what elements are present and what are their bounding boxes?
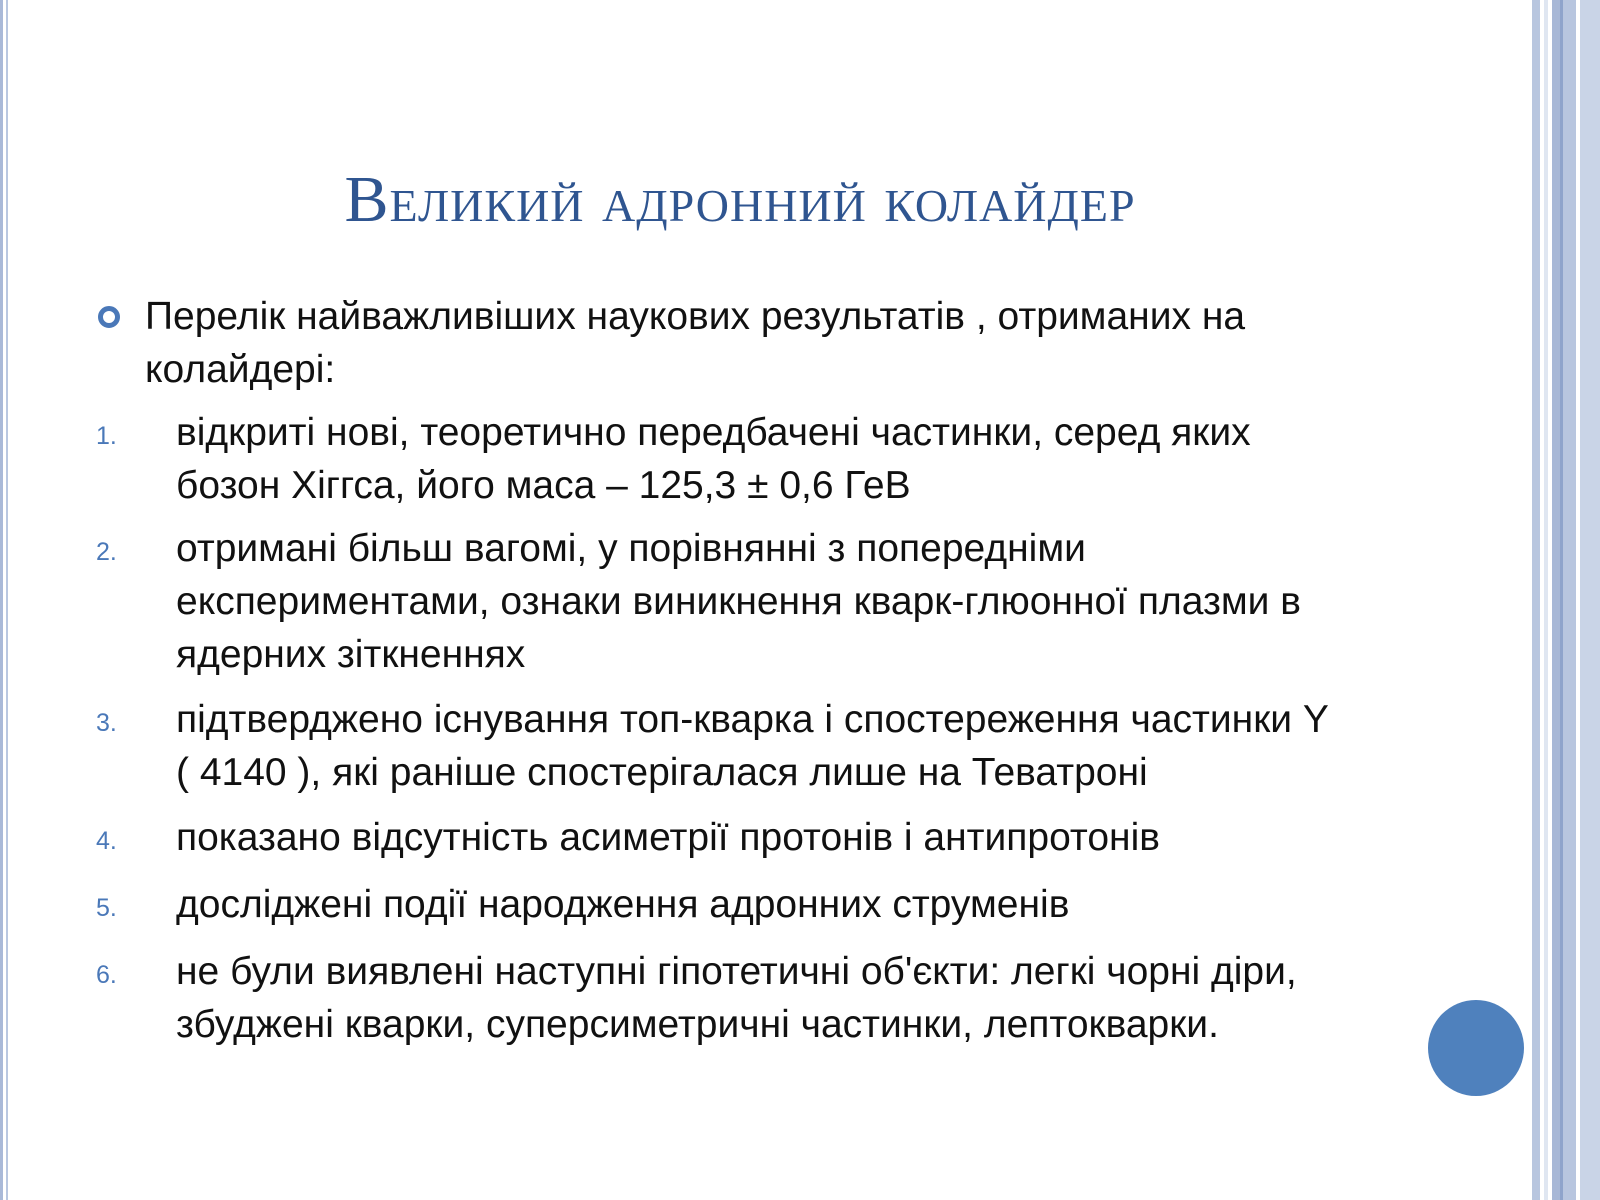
slide-title: Великий адронний колайдер bbox=[344, 163, 1136, 236]
list-item-text: показано відсутність асиметрії протонів і антипротонів bbox=[176, 816, 1160, 859]
list-item-number: 3. bbox=[96, 709, 117, 737]
results-list bbox=[0, 406, 1400, 1051]
list-item bbox=[0, 522, 1346, 681]
list-item-text: отримані більш вагомі, у порівнянні з попередніми експериментами, ознаки виникнення кварк-глюонної плазми в ядерних зіткненнях bbox=[176, 527, 1302, 676]
decorative-circle bbox=[1428, 1000, 1524, 1096]
list-item bbox=[0, 406, 1346, 512]
right-stripe-decoration bbox=[1530, 0, 1600, 1200]
list-item-number: 4. bbox=[96, 827, 117, 855]
list-item bbox=[0, 945, 1346, 1051]
list-item-number: 1. bbox=[96, 422, 117, 450]
slide-body bbox=[0, 290, 1400, 1051]
list-item-text: відкриті нові, теоретично передбачені частинки, серед яких бозон Хіггса, його маса – 125,3 ± 0,6 ГеВ bbox=[176, 411, 1251, 507]
intro-text: Перелік найважливіших наукових результатів , отриманих на колайдері: bbox=[145, 295, 1246, 391]
list-item-text: не були виявлені наступні гіпотетичні об'єкти: легкі чорні діри, збуджені кварки, суперсиметричні частинки, лептокварки. bbox=[176, 950, 1297, 1046]
intro-bullet bbox=[0, 290, 1345, 396]
list-item-text: підтверджено існування топ-кварка і спостереження частинки Y ( 4140 ), які раніше спостерігалася лише на Теватроні bbox=[176, 698, 1329, 794]
list-item-text: досліджені події народження адронних струменів bbox=[176, 883, 1070, 926]
list-item bbox=[0, 811, 1346, 864]
list-item-number: 6. bbox=[96, 961, 117, 989]
list-item bbox=[0, 878, 1346, 931]
list-item-number: 5. bbox=[96, 894, 117, 922]
ring-bullet-icon bbox=[98, 306, 120, 328]
list-item-number: 2. bbox=[96, 538, 117, 566]
list-item bbox=[0, 693, 1346, 799]
